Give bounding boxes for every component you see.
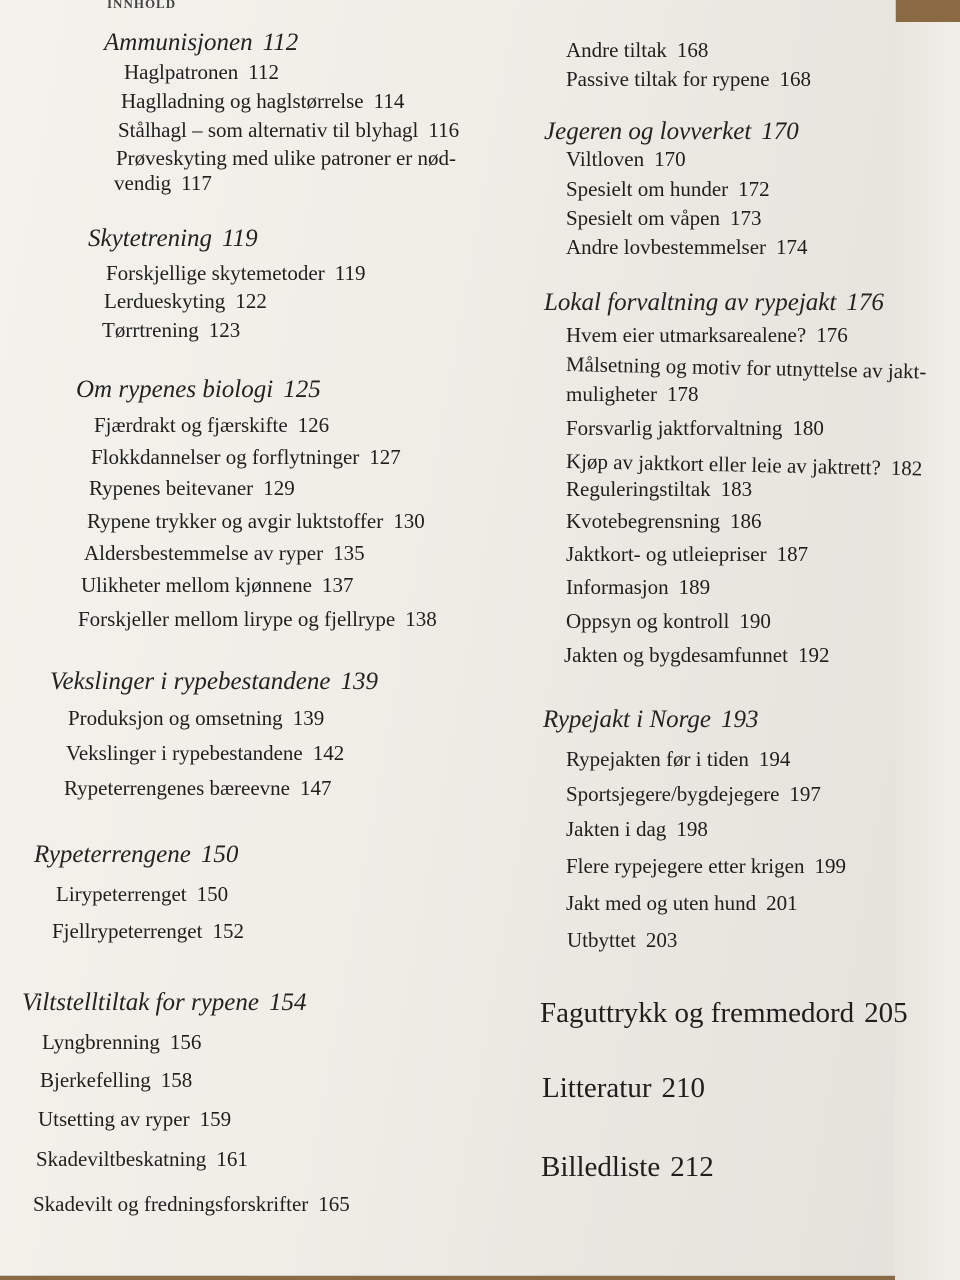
- toc-entry-title: Jakt med og uten hund: [566, 891, 757, 916]
- toc-entry-title: Fjærdrakt og fjærskifte: [94, 413, 288, 438]
- toc-entry-page-number: 112: [262, 28, 299, 56]
- toc-entry-title: Sportsjegere/bygdejegere: [566, 782, 780, 807]
- toc-entry: [566, 147, 686, 172]
- toc-entry-title: Ulikheter mellom kjønnene: [81, 573, 312, 598]
- toc-entry-page-number: 180: [792, 416, 824, 441]
- toc-entry: [566, 352, 927, 385]
- toc-entry-title: Rypeterrengenes bæreevne: [64, 776, 290, 801]
- toc-entry: [541, 1151, 714, 1184]
- toc-entry: [114, 171, 212, 196]
- toc-entry: [91, 445, 401, 470]
- toc-entry-page-number: 122: [235, 289, 267, 314]
- toc-entry-title: Litteratur: [542, 1072, 652, 1105]
- page-header: INNHOLD: [107, 0, 177, 11]
- toc-entry: [124, 60, 279, 85]
- toc-entry-title: Skadeviltbeskatning: [36, 1147, 207, 1172]
- toc-entry-page-number: 135: [333, 541, 365, 566]
- toc-entry-title: Forsvarlig jaktforvaltning: [566, 416, 783, 441]
- toc-entry-title: Målsetning og motiv for utnyttelse av jakt-: [565, 352, 927, 384]
- toc-entry-page-number: 127: [369, 445, 401, 470]
- toc-entry-title: Rypejakten før i tiden: [566, 747, 749, 772]
- toc-entry-page-number: 210: [661, 1072, 706, 1105]
- toc-entry-page-number: 172: [738, 177, 770, 202]
- toc-entry: [76, 376, 321, 404]
- toc-entry-page-number: 168: [779, 67, 812, 92]
- toc-entry-title: Lyngbrenning: [42, 1030, 160, 1055]
- toc-entry-title: Spesielt om våpen: [566, 206, 720, 231]
- toc-entry-page-number: 129: [263, 476, 295, 501]
- toc-entry: [566, 416, 824, 441]
- toc-entry-page-number: 194: [758, 747, 791, 772]
- toc-entry-title: Forskjellige skytemetoder: [106, 261, 325, 286]
- toc-entry: [52, 919, 244, 944]
- toc-entry: [544, 289, 884, 317]
- toc-entry-title: Fjellrypeterrenget: [52, 919, 203, 944]
- toc-entry: [564, 643, 829, 668]
- toc-entry-title: Jakten og bygdesamfunnet: [564, 643, 788, 668]
- toc-entry-title: Lokal forvaltning av rypejakt: [544, 288, 837, 316]
- toc-entry-page-number: 212: [670, 1151, 714, 1184]
- toc-entry: [542, 1072, 705, 1105]
- toc-entry: [566, 235, 808, 260]
- toc-entry: [104, 29, 298, 57]
- toc-entry-page-number: 158: [160, 1068, 193, 1093]
- toc-entry-title: Informasjon: [566, 575, 669, 600]
- toc-entry-title: Produksjon og omsetning: [68, 706, 283, 731]
- toc-entry: [84, 541, 365, 566]
- toc-entry: [116, 146, 456, 171]
- toc-entry-page-number: 205: [864, 997, 908, 1030]
- toc-entry-page-number: 170: [654, 147, 686, 172]
- toc-entry: [104, 289, 267, 314]
- toc-entry-title: Rypenes beitevaner: [89, 476, 254, 501]
- toc-entry-title: Viltloven: [566, 147, 645, 172]
- toc-entry: [566, 477, 752, 502]
- toc-entry-title: Utsetting av ryper: [38, 1107, 190, 1132]
- toc-entry-page-number: 150: [196, 882, 229, 907]
- toc-entry-title: Lerdueskyting: [104, 289, 226, 314]
- toc-entry: [78, 607, 437, 632]
- toc-entry: [36, 1147, 248, 1172]
- toc-entry: [566, 509, 761, 534]
- toc-entry: [40, 1068, 192, 1093]
- toc-entry-page-number: 126: [297, 413, 330, 438]
- toc-entry-title: Haglladning og haglstørrelse: [121, 89, 364, 114]
- toc-entry-page-number: 173: [729, 206, 762, 231]
- toc-entry-page-number: 198: [676, 817, 708, 842]
- toc-entry: [567, 928, 677, 953]
- toc-entry-page-number: 174: [776, 235, 808, 260]
- toc-entry-title: vendig: [114, 171, 172, 196]
- toc-entry: [94, 413, 329, 438]
- toc-entry: [566, 542, 808, 567]
- toc-entry-page-number: 142: [312, 741, 345, 766]
- toc-entry-title: Andre lovbestemmelser: [566, 235, 767, 260]
- toc-entry-page-number: 192: [797, 643, 830, 668]
- toc-entry-title: Jaktkort- og utleiepriser: [566, 542, 767, 567]
- toc-entry-page-number: 139: [340, 667, 378, 695]
- toc-entry-page-number: 176: [846, 288, 884, 316]
- toc-entry-page-number: 187: [776, 542, 809, 567]
- toc-entry-page-number: 189: [678, 575, 711, 600]
- toc-entry-page-number: 130: [393, 509, 425, 534]
- toc-entry-title: Andre tiltak: [566, 38, 667, 63]
- toc-entry-page-number: 201: [766, 891, 798, 916]
- toc-entry-page-number: 119: [334, 261, 366, 286]
- toc-entry-title: Rypeterrengene: [34, 840, 191, 868]
- toc-entry: [566, 575, 710, 600]
- toc-entry: [566, 782, 821, 807]
- toc-entry-page-number: 119: [222, 224, 258, 252]
- toc-entry: [566, 177, 770, 202]
- toc-entry-page-number: 156: [169, 1030, 202, 1055]
- toc-entry: [106, 261, 365, 286]
- toc-entry: [102, 318, 240, 343]
- toc-entry-page-number: 199: [814, 854, 846, 879]
- toc-entry-page-number: 139: [292, 706, 325, 731]
- toc-entry-page-number: 170: [761, 117, 799, 145]
- toc-entry-title: Hvem eier utmarksarealene?: [566, 323, 807, 348]
- toc-entry: [566, 609, 771, 634]
- toc-entry-page-number: 123: [208, 318, 241, 343]
- toc-entry-page-number: 182: [890, 455, 923, 481]
- toc-entry-page-number: 112: [248, 60, 280, 85]
- toc-entry-page-number: 203: [645, 928, 678, 953]
- toc-entry-page-number: 116: [428, 118, 460, 143]
- toc-entry: [566, 747, 790, 772]
- toc-entry: [540, 997, 908, 1030]
- toc-entry-page-number: 138: [405, 607, 437, 632]
- toc-entry: [543, 706, 759, 734]
- toc-entry: [68, 706, 324, 731]
- toc-entry-page-number: 186: [729, 509, 762, 534]
- toc-entry-title: Vekslinger i rypebestandene: [66, 741, 303, 766]
- toc-entry-page-number: 125: [283, 375, 321, 403]
- toc-entry-title: Passive tiltak for rypene: [566, 67, 770, 92]
- toc-entry-title: Om rypenes biologi: [76, 375, 274, 403]
- toc-entry: [118, 118, 459, 143]
- toc-entry: [566, 854, 846, 879]
- toc-entry: [544, 118, 799, 146]
- toc-entry-title: Reguleringstiltak: [566, 477, 711, 502]
- toc-entry: [64, 776, 331, 801]
- toc-entry-title: Prøveskyting med ulike patroner er nød-: [116, 146, 456, 171]
- toc-entry-page-number: 152: [212, 919, 244, 944]
- toc-entry-page-number: 168: [676, 38, 709, 63]
- toc-entry-title: Rypejakt i Norge: [543, 705, 712, 733]
- toc-entry-page-number: 165: [318, 1192, 350, 1217]
- toc-entry: [66, 741, 344, 766]
- toc-entry-title: Ammunisjonen: [104, 28, 253, 56]
- toc-entry: [566, 67, 811, 92]
- toc-entry: [566, 891, 798, 916]
- toc-entry-title: Kjøp av jaktkort eller leie av jaktrett?: [565, 449, 882, 480]
- toc-entry-page-number: 193: [721, 705, 759, 733]
- toc-entry: [42, 1030, 201, 1055]
- toc-entry: [50, 668, 378, 696]
- toc-entry: [22, 989, 307, 1017]
- toc-entry-title: Jegeren og lovverket: [544, 117, 752, 145]
- toc-entry-page-number: 190: [739, 609, 771, 634]
- toc-entry: [566, 206, 761, 231]
- toc-entry-title: Spesielt om hunder: [566, 177, 729, 202]
- toc-entry-title: Haglpatronen: [124, 60, 239, 85]
- toc-entry-title: Faguttrykk og fremmedord: [540, 997, 855, 1030]
- toc-entry-page-number: 114: [373, 89, 405, 114]
- toc-entry-title: Skadevilt og fredningsforskrifter: [33, 1192, 309, 1217]
- toc-entry-title: Vekslinger i rypebestandene: [50, 667, 331, 695]
- toc-entry: [566, 323, 848, 348]
- toc-entry-page-number: 161: [216, 1147, 248, 1172]
- toc-entry-page-number: 176: [816, 323, 848, 348]
- toc-entry: [89, 476, 295, 501]
- toc-entry-page-number: 178: [666, 382, 699, 407]
- toc-entry: [33, 1192, 350, 1217]
- toc-entry-title: muligheter: [566, 382, 657, 407]
- toc-entry: [38, 1107, 231, 1132]
- toc-entry-title: Flokkdannelser og forflytninger: [91, 445, 360, 470]
- toc-entry-title: Forskjeller mellom lirype og fjellrype: [78, 607, 396, 632]
- toc-entry: [87, 509, 425, 534]
- toc-entry-title: Jakten i dag: [566, 817, 667, 842]
- toc-entry-title: Rypene trykker og avgir luktstoffer: [87, 509, 384, 534]
- toc-entry-title: Aldersbestemmelse av ryper: [84, 541, 324, 566]
- toc-entry: [566, 382, 698, 407]
- toc-entry: [566, 38, 708, 63]
- toc-entry-page-number: 154: [269, 988, 307, 1016]
- toc-entry-title: Kvotebegrensning: [566, 509, 720, 534]
- toc-entry-title: Lirypeterrenget: [56, 882, 187, 907]
- toc-entry-title: Skytetrening: [88, 224, 213, 252]
- toc-entry: [81, 573, 353, 598]
- toc-entry-page-number: 150: [200, 840, 239, 868]
- toc-entry-title: Stålhagl – som alternativ til blyhagl: [118, 118, 419, 143]
- toc-entry-page-number: 137: [321, 573, 354, 598]
- toc-entry-title: Tørrtrening: [102, 318, 199, 343]
- toc-entry: [566, 817, 708, 842]
- toc-entry-title: Oppsyn og kontroll: [566, 609, 730, 634]
- toc-entry-page-number: 117: [181, 171, 212, 196]
- toc-entry: [34, 841, 238, 869]
- toc-entry-page-number: 159: [199, 1107, 232, 1132]
- toc-entry: [56, 882, 228, 907]
- toc-entry: [88, 225, 258, 253]
- toc-entry-title: Bjerkefelling: [40, 1068, 151, 1093]
- toc-entry-title: Billedliste: [541, 1151, 661, 1184]
- toc-entry-title: Utbyttet: [567, 928, 636, 953]
- toc-entry-page-number: 183: [720, 477, 753, 502]
- toc-entry-page-number: 197: [789, 782, 821, 807]
- toc-entry-title: Flere rypejegere etter krigen: [566, 854, 805, 879]
- toc-entry-page-number: 147: [299, 776, 332, 801]
- toc-entry: [121, 89, 404, 114]
- toc-entry-title: Viltstelltiltak for rypene: [22, 988, 259, 1016]
